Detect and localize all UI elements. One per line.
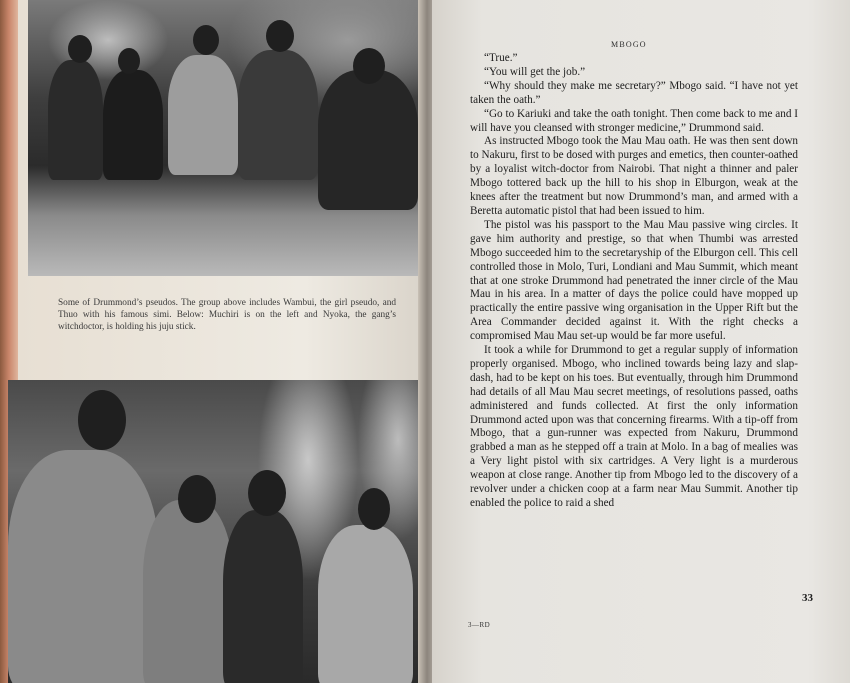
paragraph: As instructed Mbogo took the Mau Mau oath. He was then sent down to Nakuru, first to be dosed with purges and emetics, then counter-oathed by a loyalist witch-doctor from Nairobi. That night a thinner and paler Mbogo tottered back up the hill to his shop in Elburgon, weak at the knees after the treatment but now Drummond’s man, and armed with a Beretta automatic pistol that had been issued to him. <box>470 135 798 217</box>
photo-caption: Some of Drummond’s pseudos. The group above includes Wambui, the girl pseudo, and Thuo with his famous simi. Below: Muchiri is on the left and Nyoka, the gang’s witchdoctor, is holding his juju stick. <box>58 298 396 332</box>
paragraph: “Why should they make me secretary?” Mbogo said. “I have not yet taken the oath.” <box>470 79 798 106</box>
running-head: MBOGO <box>611 40 647 49</box>
paragraph: The pistol was his passport to the Mau Mau passive wing circles. It gave him authority and prestige, so that when Thumbi was arrested Mbogo succeeded him to the secretaryship of the Elburgon cell. This cell controlled those in Molo, Turi, Londiani and Mau Summit, which meant that at one stroke Drummond had penetrated the inner circle of the Mau Mau in his area. In a matter of days the police could have mopped up practically the entire passive wing organisation in the Upper Rift but the Area Commander decided against it. With the right checks a compromised Mau Mau set-up would be far more useful. <box>470 218 798 343</box>
signature-mark: 3—RD <box>468 621 491 629</box>
body-text <box>470 52 798 511</box>
paragraph: “True.” <box>484 52 518 64</box>
photo-top <box>28 0 420 276</box>
photo-bottom <box>8 380 420 683</box>
paragraph: “You will get the job.” <box>484 65 586 78</box>
paragraph: It took a while for Drummond to get a regular supply of information properly organised. Mbogo, who inclined towards being lazy and slap-dash, had to be kept on his toes. But eventually, through him Drummond had details of all Mau Mau secret meetings, of resolutions passed, oaths administered and funds collected. At first the only information Drummond acted upon was that concerning firearms. With a tip-off from Mbogo, that a gun-runner was expected from Nakuru, Drummond grabbed a man as he stepped off a train at Molo. In a bag of mealies was a Very light pistol with six cartridges. A Very light is a murderous weapon at close range. Another tip from Mbogo led to the discovery of a revolver under a chicken coop at a farm near Mau Summit. Another tip enabled the police to raid a shed <box>470 344 798 509</box>
page-number: 33 <box>802 592 813 604</box>
paragraph: “Go to Kariuki and take the oath tonight. Then come back to me and I will have you cleansed with stronger medicine,” Drummond said. <box>470 107 798 134</box>
